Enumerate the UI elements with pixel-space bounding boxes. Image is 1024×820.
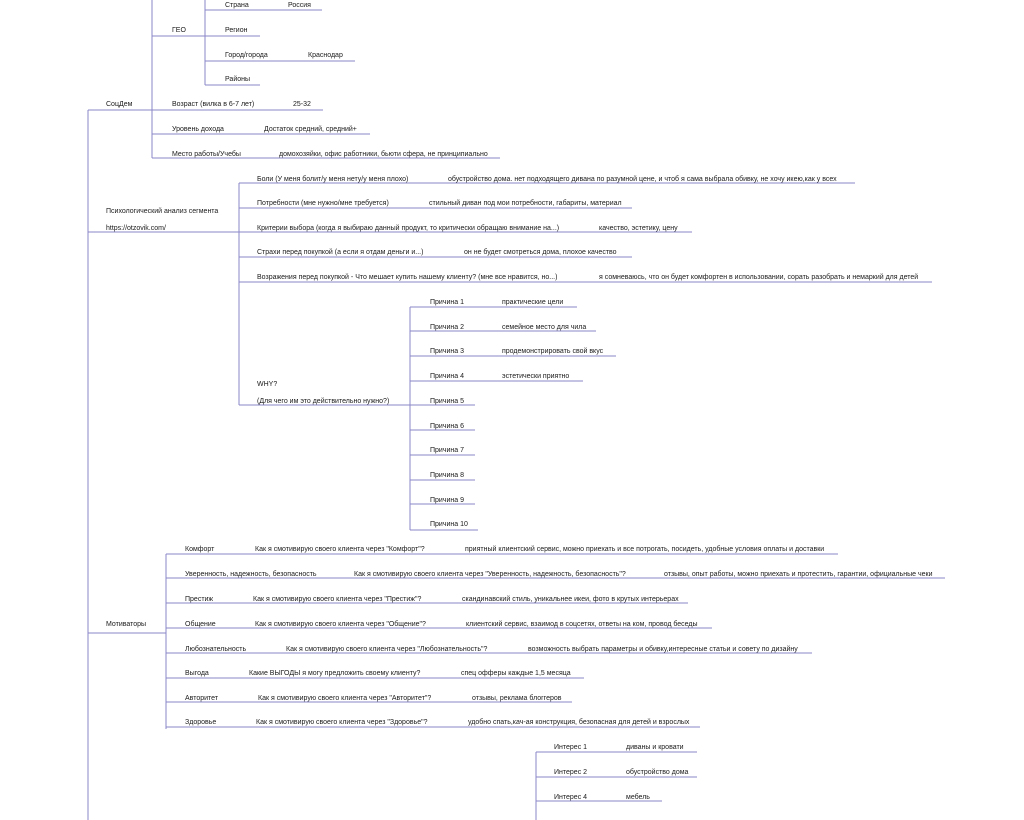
node-socdem[interactable]: СоцДем [106,101,133,108]
node-country[interactable]: Страна [225,2,249,9]
value-work[interactable]: домохозяйки, офис работники, бьюти сфера, не принципиально [279,151,488,158]
node-reason[interactable]: Причина 3 [430,348,464,355]
node-reason[interactable]: Причина 7 [430,447,464,454]
motivator-answer[interactable]: удобно спать,кач-ая конструкция, безопасная для детей и взрослых [468,719,690,726]
value-needs[interactable]: стильный диван под мои потребности, габариты, материал [429,200,622,207]
node-needs[interactable]: Потребности (мне нужно/мне требуется) [257,200,389,207]
node-region[interactable]: Регион [225,27,248,34]
node-reason[interactable]: Причина 8 [430,472,464,479]
motivator-name[interactable]: Комфорт [185,546,215,553]
node-interest[interactable]: Интерес 4 [554,794,588,801]
node-criteria[interactable]: Критерии выбора (когда я выбираю данный продукт, то критически обращаю внимание на...) [257,225,560,232]
node-reason[interactable]: Причина 4 [430,373,464,380]
psych-source-link[interactable]: https://otzovik.com/ [106,225,166,232]
node-pains[interactable]: Боли (У меня болит/у меня нету/у меня плохо) [257,176,409,183]
value-interest[interactable]: мебель [626,794,650,801]
node-interest[interactable]: Интерес 2 [554,769,588,776]
node-geo[interactable]: ГЕО [172,27,186,34]
motivator-question[interactable]: Как я смотивирую своего клиента через "Комфорт"? [255,546,425,553]
motivator-question[interactable]: Как я смотивирую своего клиента через "Авторитет"? [258,695,432,702]
motivator-name[interactable]: Выгода [185,670,209,677]
node-interest[interactable]: Интерес 1 [554,744,588,751]
node-reason[interactable]: Причина 6 [430,423,464,430]
node-fears[interactable]: Страхи перед покупкой (а если я отдам деньги и...) [257,249,424,256]
node-why-sub[interactable]: (Для чего им это действительно нужно?) [257,398,390,405]
node-why[interactable]: WHY? [257,381,278,388]
motivator-answer[interactable]: приятный клиентский сервис, можно приехать и все потрогать, посидеть, удобные условия оплаты и доставки [465,546,825,553]
node-reason[interactable]: Причина 5 [430,398,464,405]
node-city[interactable]: Город/города [225,52,268,59]
motivator-question[interactable]: Как я смотивирую своего клиента через "Общение"? [255,621,426,628]
motivator-name[interactable]: Уверенность, надежность, безопасность [185,571,317,578]
value-reason[interactable]: продемонстрировать свой вкус [502,348,604,355]
motivator-question[interactable]: Как я смотивирую своего клиента через "Престиж"? [253,596,422,603]
node-objections[interactable]: Возражения перед покупкой - Что мешает купить нашему клиенту? (мне все нравится, но...) [257,274,558,281]
motivator-answer[interactable]: скандинавский стиль, уникальнее икеи, фото в крутых интерьерах [462,596,679,603]
value-criteria[interactable]: качество, эстетику, цену [599,225,678,232]
value-country[interactable]: Россия [288,2,311,9]
value-city[interactable]: Краснодар [308,52,343,59]
node-work[interactable]: Место работы/Учебы [172,151,241,158]
value-objections[interactable]: я сомневаюсь, что он будет комфортен в использовании, сорать разобрать и немаркий для детей [599,274,919,281]
motivator-question[interactable]: Как я смотивирую своего клиента через "Любознательность"? [286,646,488,653]
motivator-name[interactable]: Здоровье [185,719,217,726]
motivator-answer[interactable]: возможность выбрать параметры и обивку,интересные статьи и совету по дизайну [528,646,798,653]
motivator-question[interactable]: Как я смотивирую своего клиента через "Здоровье"? [256,719,428,726]
node-districts[interactable]: Районы [225,76,251,83]
motivator-answer[interactable]: спец офферы каждые 1,5 месяца [461,670,571,677]
node-reason[interactable]: Причина 10 [430,521,468,528]
value-reason[interactable]: эстетически приятно [502,373,570,380]
value-reason[interactable]: практические цели [502,299,564,306]
value-interest[interactable]: обустройство дома [626,769,689,776]
value-pains[interactable]: обустройство дома. нет подходящего дивана по разумной цене, и чтоб я сама выбрала обивку, не хочу икею,как у всех [448,176,837,183]
motivator-answer[interactable]: клиентский сервис, взаимод в соцсетях, ответы на ком, провод беседы [466,621,698,628]
motivator-name[interactable]: Общение [185,621,216,628]
motivator-answer[interactable]: отзывы, опыт работы, можно приехать и протестить, гарантии, официальные чеки [664,571,933,578]
value-age[interactable]: 25-32 [293,101,311,108]
motivator-question[interactable]: Как я смотивирую своего клиента через "Уверенность, надежность, безопасность"? [354,571,626,578]
motivator-name[interactable]: Престиж [185,596,214,603]
node-age[interactable]: Возраст (вилка в 6-7 лет) [172,101,255,108]
node-reason[interactable]: Причина 2 [430,324,464,331]
motivator-question[interactable]: Какие ВЫГОДЫ я могу предложить своему клиенту? [249,670,421,677]
node-motivators[interactable]: Мотиваторы [106,621,147,628]
node-reason[interactable]: Причина 9 [430,497,464,504]
value-fears[interactable]: он не будет смотреться дома, плохое качество [464,249,617,256]
value-income[interactable]: Достаток средний, средний+ [264,126,357,133]
motivator-answer[interactable]: отзывы, реклама блоггеров [472,695,562,702]
motivator-name[interactable]: Любознательность [185,646,247,653]
node-income[interactable]: Уровень дохода [172,126,224,133]
node-psych[interactable]: Психологический анализ сегмента [106,208,219,215]
node-reason[interactable]: Причина 1 [430,299,464,306]
value-reason[interactable]: семейное место для чила [502,324,587,331]
motivator-name[interactable]: Авторитет [185,695,219,702]
value-interest[interactable]: диваны и кровати [626,744,684,751]
